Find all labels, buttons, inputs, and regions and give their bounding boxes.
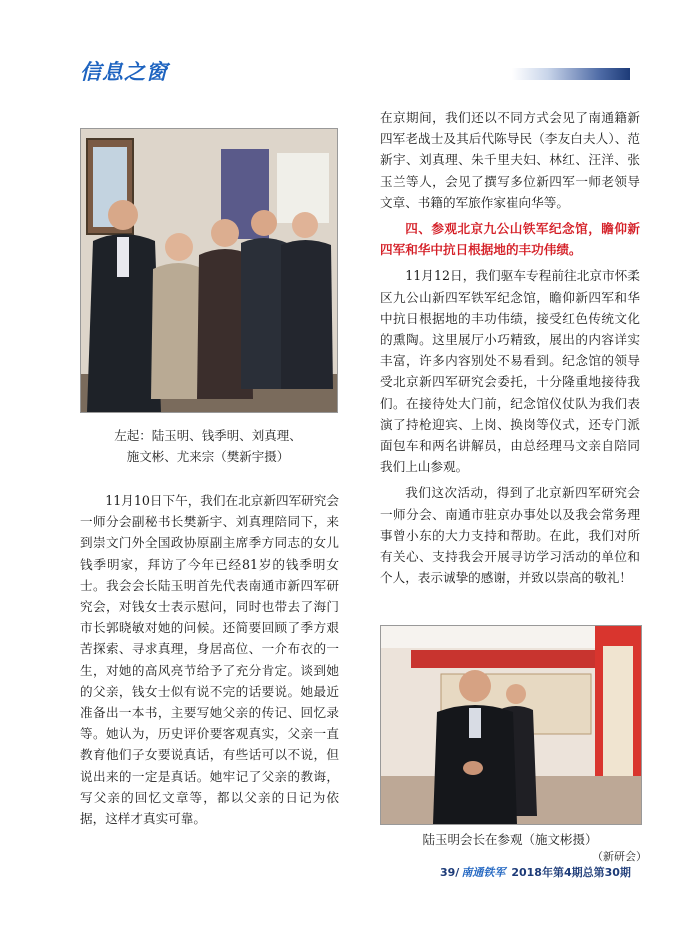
group-photo-illustration: [81, 129, 337, 412]
paragraph-thanks: 我们这次活动，得到了北京新四军研究会一师分会、南通市驻京办事处以及我会常务理事曾小东的大力支持和帮助。在此，我们对所有关心、支持我会开展寻访学习活动的单位和个人，表示诚挚的感谢，并致以崇高的敬礼！: [380, 485, 640, 586]
header-decorative-bar: [512, 68, 630, 80]
photo2-caption: 陆玉明会长在参观（施文彬摄）: [422, 832, 598, 847]
page-header-title: 信息之窗: [80, 59, 168, 84]
photo1-caption-line1: 左起：陆玉明、钱季明、刘真理、: [114, 428, 302, 443]
group-photo: [80, 128, 338, 413]
left-column-text: [80, 490, 339, 829]
page-footer: [440, 864, 631, 880]
right-column-text: [380, 107, 640, 588]
page-number: 39/: [440, 866, 460, 879]
paragraph-meetings: 在京期间，我们还以不同方式会见了南通籍新四军老战士及其后代陈导民（李友白夫人）、范新宇、刘真理、朱千里夫妇、林红、汪洋、张玉兰等人，会见了撰写多位新四军一师老领导文章、书籍的军旅作家崔向华等。: [380, 110, 640, 210]
paragraph-visit-qian: 11月10日下午，我们在北京新四军研究会一师分会副秘书长樊新宇、刘真理陪同下，来到崇文门外全国政协原副主席季方同志的女儿钱季明家，拜访了今年已经81岁的钱季明女士。我会会长陆玉明首先代表南通市新四军研究会，对钱女士表示慰问，同时也带去了海门市长郭晓敏对她的问候。还简要回顾了季方艰苦探索、寻求真理，身居高位、一介布衣的一生，对她的高风亮节给予了充分肯定。谈到她的父亲，钱女士似有说不完的话要说。她最近准备出一本书，主要写她父亲的传记、回忆录等。她认为，历史评价要客观真实，父亲一直教育他们子女要说真话，有些话可以不说，但说出来的一定是真话。她牢记了父亲的教诲，写父亲的回忆文章等，都以父亲的日记为依据，这样才真实可靠。: [80, 493, 339, 827]
photo1-caption-line2: 施文彬、尤来宗（樊新宇摄）: [126, 449, 290, 464]
issue-info: 2018年第4期总第30期: [511, 866, 631, 879]
section-heading-four: 四、参观北京九公山铁军纪念馆，瞻仰新四军和华中抗日根据地的丰功伟绩。: [380, 221, 640, 258]
exhibition-photo: [380, 625, 642, 825]
exhibition-photo-illustration: [381, 626, 641, 824]
magazine-name: 南通铁军: [461, 866, 506, 879]
source-credit: （新研会）: [592, 850, 647, 863]
paragraph-memorial-visit: 11月12日，我们驱车专程前往北京市怀柔区九公山新四军铁军纪念馆，瞻仰新四军和华中抗日根据地的丰功伟绩，接受红色传统文化的熏陶。这里展厅小巧精致，展出的内容详实丰富，许多内容别处不易看到。纪念馆的领导受北京新四军研究会委托，十分隆重地接待我们。在接待处大门前，纪念馆仪仗队为我们表演了持枪迎宾、上岗、换岗等仪式，还专门派面包车和两名讲解员，由总经理马文亲自陪同我们上山参观。: [380, 268, 640, 475]
